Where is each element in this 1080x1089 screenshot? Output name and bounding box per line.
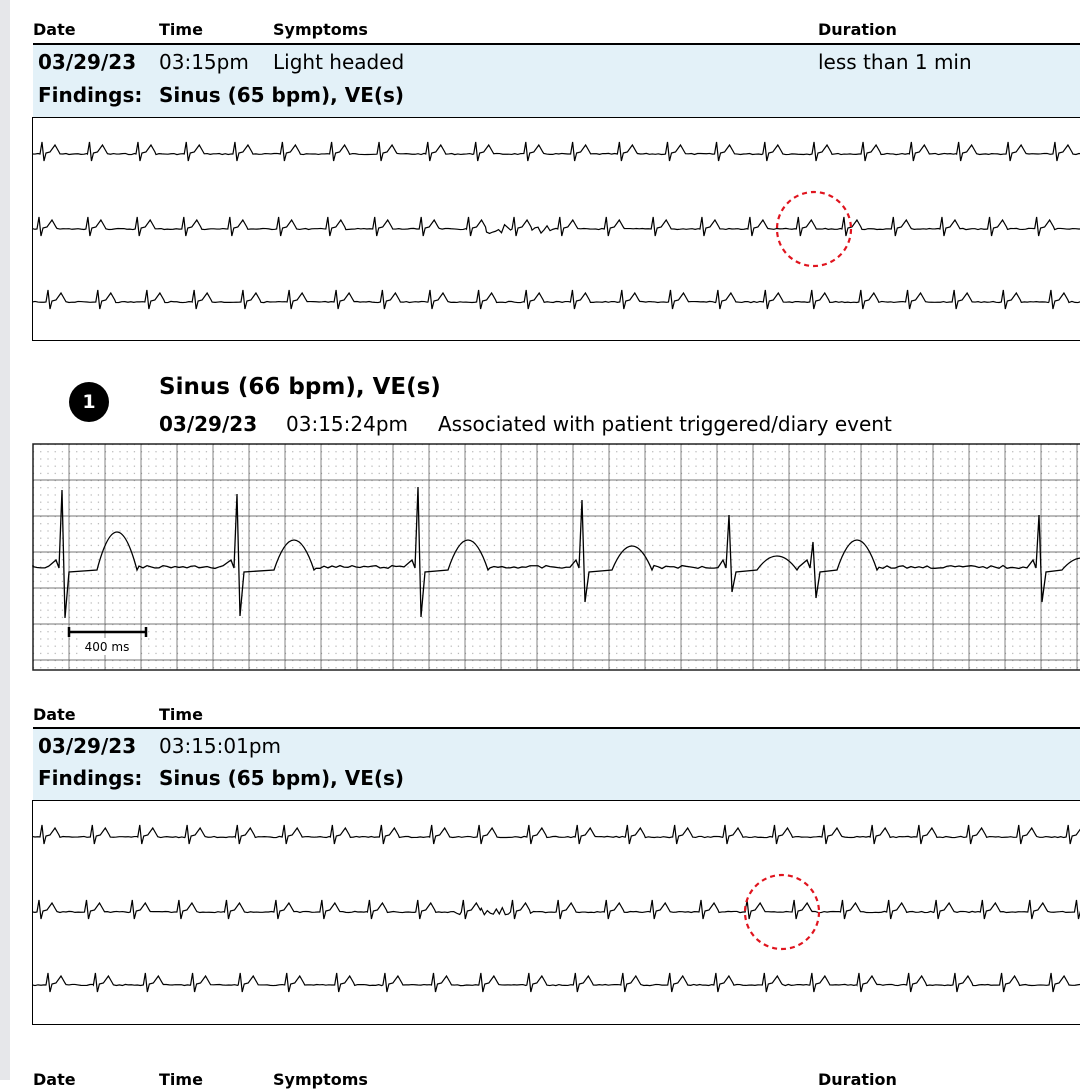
time-header: Time: [159, 20, 203, 39]
findings-text: Sinus (65 bpm), VE(s): [159, 766, 404, 790]
ecg-grid-minor: [33, 444, 1080, 670]
symptoms-header: Symptoms: [273, 1070, 368, 1089]
ecg-strip-detail[interactable]: [32, 443, 1080, 673]
event-time: 03:15pm: [159, 50, 249, 74]
event-time: 03:15:01pm: [159, 734, 281, 758]
time-header: Time: [159, 1070, 203, 1089]
date-header: Date: [33, 705, 76, 724]
event-date: 03/29/23: [38, 50, 136, 74]
duration-header: Duration: [818, 20, 897, 39]
strip-time: 03:15:24pm: [286, 412, 408, 436]
date-header: Date: [33, 1070, 76, 1089]
event-date: 03/29/23: [38, 734, 136, 758]
findings-text: Sinus (65 bpm), VE(s): [159, 83, 404, 107]
strip-title: Sinus (66 bpm), VE(s): [159, 374, 441, 400]
findings-label: Findings:: [38, 766, 142, 790]
findings-label: Findings:: [38, 83, 142, 107]
date-header: Date: [33, 20, 76, 39]
ecg-overview-event-1[interactable]: [32, 117, 1080, 342]
strip-date: 03/29/23: [159, 412, 257, 436]
duration-header: Duration: [818, 1070, 897, 1089]
time-header: Time: [159, 705, 203, 724]
symptoms-header: Symptoms: [273, 20, 368, 39]
time-scale-label: 400 ms: [85, 640, 130, 654]
event-symptoms: Light headed: [273, 50, 404, 74]
event-duration: less than 1 min: [818, 50, 972, 74]
strip-note: Associated with patient triggered/diary event: [438, 412, 892, 436]
strip-number-badge: 1: [69, 382, 109, 422]
left-margin: [0, 0, 10, 1080]
time-scale-bar: [69, 627, 146, 655]
ecg-overview-event-2[interactable]: [32, 800, 1080, 1026]
